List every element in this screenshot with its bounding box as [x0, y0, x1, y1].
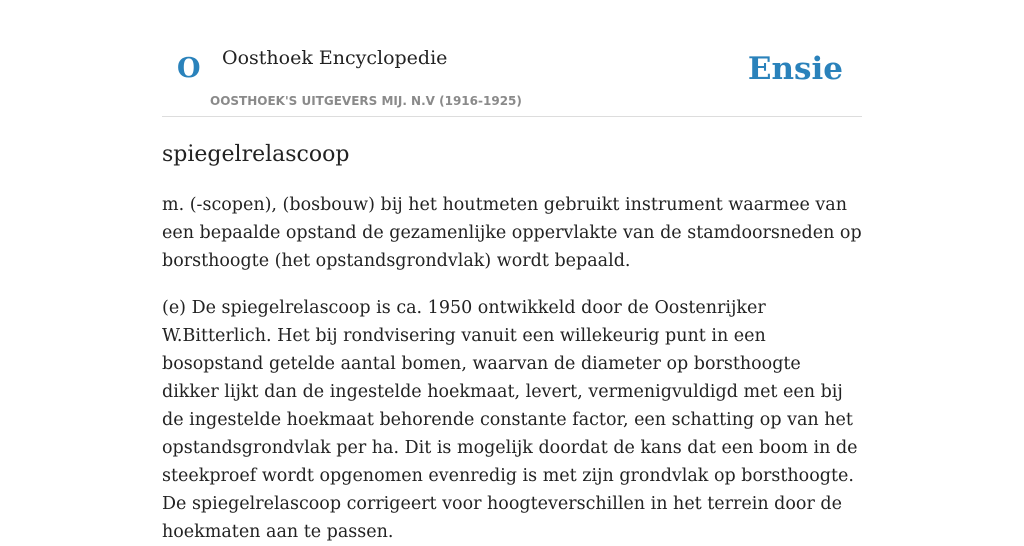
entry-title: spiegelrelascoop	[162, 142, 350, 167]
header	[162, 0, 862, 117]
page	[162, 0, 862, 546]
entry-paragraph-definition: m. (-scopen), (bosbouw) bij het houtmeten gebruikt instrument waarmee van een bepaalde opstand de gezamenlijke oppervlakte van de stamdoorsneden op borsthoogte (het opstandsgrondvlak) wordt bepaald.	[162, 195, 862, 271]
entry-paragraph-explanation: (e) De spiegelrelascoop is ca. 1950 ontwikkeld door de Oostenrijker W.Bitterlich. Het bij rondvisering vanuit een willekeurig punt in een bosopstand getelde aantal bomen, waarvan de diameter op borsthoogte dikker lijkt dan de ingestelde hoekmaat, levert, vermenigvuldigd met een bij de ingestelde hoekmaat behorende constante factor, een schatting op van het opstandsgrondvlak per ha. Dit is mogelijk doordat de kans dat een boom in de steekproef wordt opgenomen evenredig is met zijn grondvlak op borsthoogte. De spiegelrelascoop corrigeert voor hoogteverschillen in het terrein door de hoekmaten aan te passen.	[162, 298, 858, 542]
ensie-brand-link[interactable]: Ensie	[747, 51, 843, 87]
publisher-subtitle: OOSTHOEK'S UITGEVERS MIJ. N.V (1916-1925)	[210, 94, 522, 108]
logo-letter-icon[interactable]: O	[177, 53, 201, 84]
site-title[interactable]: Oosthoek Encyclopedie	[222, 47, 448, 69]
